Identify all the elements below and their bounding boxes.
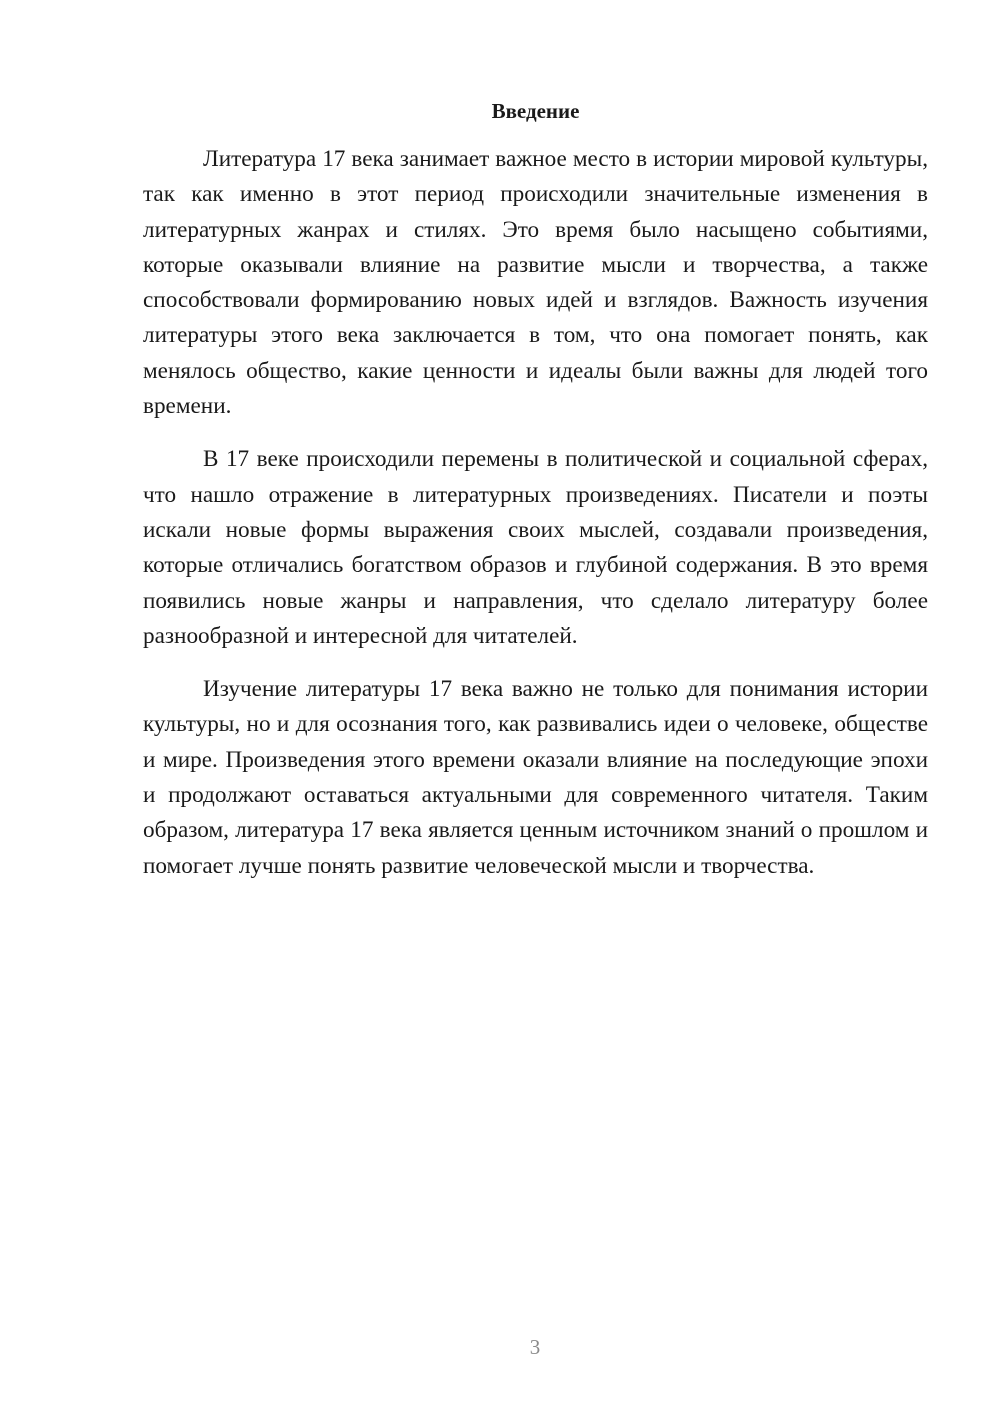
section-title: Введение <box>491 99 580 123</box>
body-text <box>143 142 928 902</box>
paragraph-2: В 17 веке происходили перемены в политической и социальной сферах, что нашло отражение в литературных произведениях. Писатели и поэты искали новые формы выражения своих мыслей, создавали произведения, которые отличались богатством образов и глубиной содержания. В это время появились новые жанры и направления, что сделало литературу более разнообразной и интересной для читателей. <box>143 446 928 649</box>
page-number: 3 <box>529 1335 541 1359</box>
paragraph-1: Литература 17 века занимает важное место в истории мировой культуры, так как именно в этот период происходили значительные изменения в литературных жанрах и стилях. Это время было насыщено событиями, которые оказывали влияние на развитие мысли и творчества, а также способствовали формированию новых идей и взглядов. Важность изучения литературы этого века заключается в том, что она помогает понять, как менялось общество, какие ценности и идеалы были важны для людей того времени. <box>143 146 928 420</box>
paragraph-3: Изучение литературы 17 века важно не только для понимания истории культуры, но и для осознания того, как развивались идеи о человеке, обществе и мире. Произведения этого времени оказали влияние на последующие эпохи и продолжают оставаться актуальными для современного читателя. Таким образом, литература 17 века является ценным источником знаний о прошлом и помогает лучше понять развитие человеческой мысли и творчества. <box>143 676 928 879</box>
